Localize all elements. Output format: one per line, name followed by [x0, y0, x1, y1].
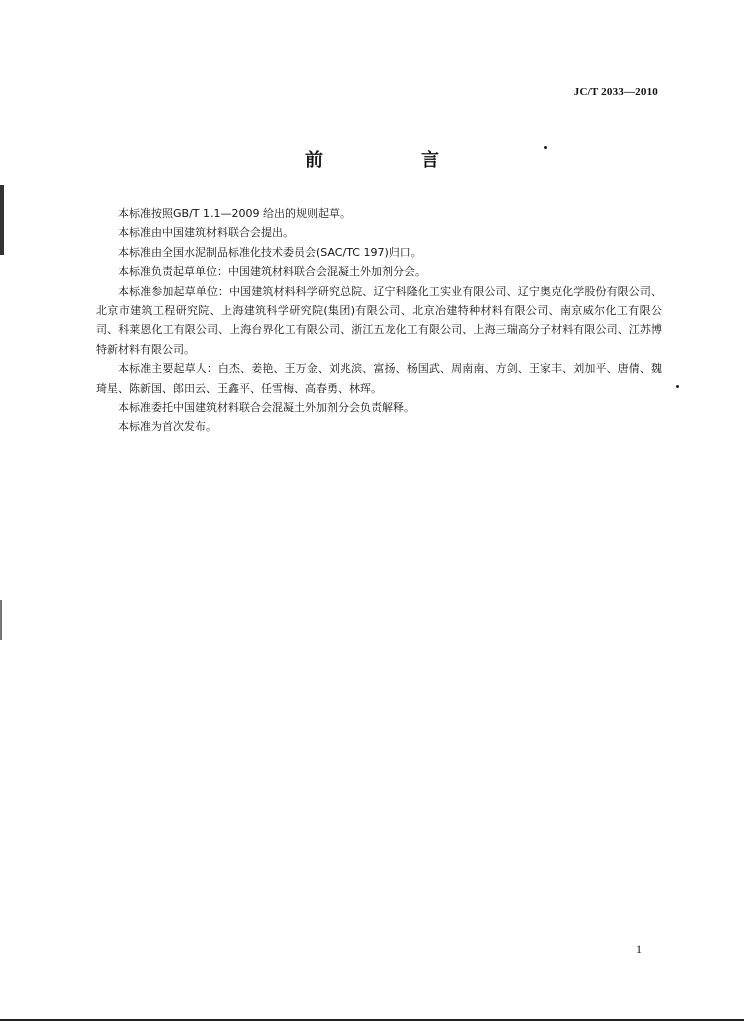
scan-edge-mark [0, 600, 2, 640]
paragraph-first-release: 本标准为首次发布。 [118, 420, 217, 434]
page-title: 前 言 [305, 150, 479, 171]
paragraph-drafting-rules: 本标准按照GB/T 1.1—2009 给出的规则起草。 [118, 207, 351, 220]
paragraph-administration: 本标准由全国水泥制品标准化技术委员会(SAC/TC 197)归口。 [118, 245, 422, 259]
foreword-body [96, 204, 662, 437]
bottom-rule [0, 1019, 744, 1021]
paragraph-main-drafters: 本标准主要起草人：白杰、姜艳、王万金、刘兆滨、富扬、杨国武、周南南、方剑、王家丰、刘加平、唐倩、魏琦星、陈新国、郎田云、王鑫平、任雪梅、高春勇、林珲。 [96, 362, 662, 395]
scan-speck [676, 385, 679, 388]
standard-code: JC/T 2033—2010 [573, 86, 658, 98]
paragraph-lead-drafter: 本标准负责起草单位：中国建筑材料联合会混凝土外加剂分会。 [118, 265, 426, 279]
page-number: 1 [636, 942, 642, 956]
paragraph-proposer: 本标准由中国建筑材料联合会提出。 [118, 226, 294, 240]
paragraph-interpretation: 本标准委托中国建筑材料联合会混凝土外加剂分会负责解释。 [118, 401, 415, 415]
paragraph-participating-units: 本标准参加起草单位：中国建筑材料科学研究总院、辽宁科隆化工实业有限公司、辽宁奥克化学股份有限公司、北京市建筑工程研究院、上海建筑科学研究院(集团)有限公司、北京冶建特种材料有限公司、南京威尔化工有限公司、科莱恩化工有限公司、上海台界化工有限公司、浙江五龙化工有限公司、上海三瑞高分子材料有限公司、江苏博特新材料有限公司。 [96, 284, 662, 356]
scan-edge-mark [0, 185, 4, 255]
